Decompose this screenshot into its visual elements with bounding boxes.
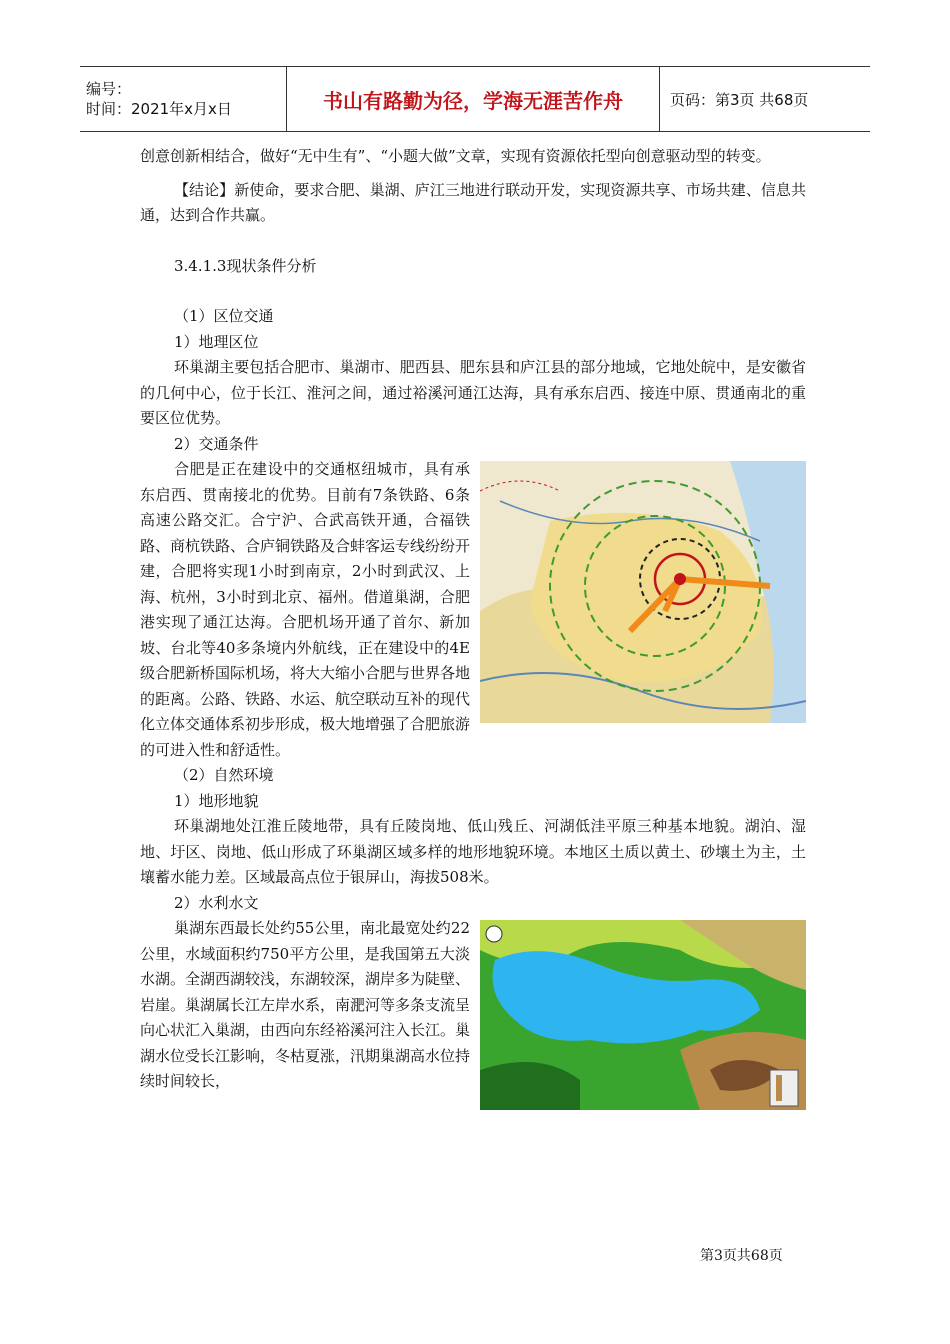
paragraph: 环巢湖地处江淮丘陵地带，具有丘陵岗地、低山残丘、河湖低洼平原三种基本地貌。湖泊、湿地、圩区、岗地、低山形成了环巢湖区域多样的地形地貌环境。本地区土质以黄土、砂壤土为主，土壤蓄水能力差。区域最高点位于银屏山，海拔508米。	[140, 817, 806, 886]
header-motto	[287, 67, 660, 131]
motto-text: 书山有路勤为径，学海无涯苦作舟	[323, 88, 623, 113]
page-footer: 第3页共68页	[700, 1248, 783, 1264]
subheading: 2）交通条件	[174, 434, 259, 453]
subheading: 2）水利水文	[174, 893, 259, 912]
header-page	[660, 67, 870, 131]
location-map-image	[480, 461, 806, 723]
page-header	[80, 66, 870, 132]
subheading: 1）地形地貌	[174, 791, 259, 810]
document-body	[140, 144, 806, 1114]
paragraph: 环巢湖主要包括合肥市、巢湖市、肥西县、肥东县和庐江县的部分地域，它地处皖中，是安徽省的几何中心，位于长江、淮河之间，通过裕溪河通江达海，具有承东启西、接连中原、贯通南北的重要区位优势。	[140, 358, 806, 427]
number-label: 编号：	[86, 80, 132, 98]
paragraph: 巢湖东西最长处约55公里，南北最宽处约22公里，水域面积约750平方公里，是我国第五大淡水湖。全湖西湖较浅，东湖较深，湖岸多为陡壁、岩崖。巢湖属长江左岸水系，南淝河等多条支流呈向心状汇入巢湖，由西向东经裕溪河注入长江。巢湖水位受长江影响，冬枯夏涨，汛期巢湖高水位持续时间较长，	[140, 919, 471, 1090]
topographic-map-image	[480, 920, 806, 1110]
header-meta	[80, 67, 287, 131]
subheading: 1）地理区位	[174, 332, 259, 351]
subsection-heading: （1）区位交通	[174, 307, 274, 325]
paragraph: 创意创新相结合，做好“无中生有”、“小题大做”文章，实现有资源依托型向创意驱动型的转变。	[140, 147, 771, 165]
time-label: 时间：2021年x月x日	[86, 100, 232, 118]
paragraph: 合肥是正在建设中的交通枢纽城市，具有承东启西、贯南接北的优势。目前有7条铁路、6条高速公路交汇。合宁沪、合武高铁开通，合福铁路、商杭铁路、合庐铜铁路及合蚌客运专线纷纷开建，合肥将实现1小时到南京，2小时到武汉、上海、杭州，3小时到北京、福州。借道巢湖，合肥港实现了通江达海。合肥机场开通了首尔、新加坡、台北等40多条境内外航线，正在建设中的4E级合肥新桥国际机场，将大大缩小合肥与世界各地的距离。公路、铁路、水运、航空联动互补的现代化立体交通体系初步形成，极大地增强了合肥旅游的可进入性和舒适性。	[140, 460, 471, 759]
subsection-heading: （2）自然环境	[174, 766, 274, 784]
section-heading: 3.4.1.3现状条件分析	[174, 256, 317, 275]
page-label: 页码：第3页 共68页	[670, 90, 809, 109]
conclusion-paragraph: 【结论】新使命，要求合肥、巢湖、庐江三地进行联动开发，实现资源共享、市场共建、信息共通，达到合作共赢。	[140, 180, 806, 224]
